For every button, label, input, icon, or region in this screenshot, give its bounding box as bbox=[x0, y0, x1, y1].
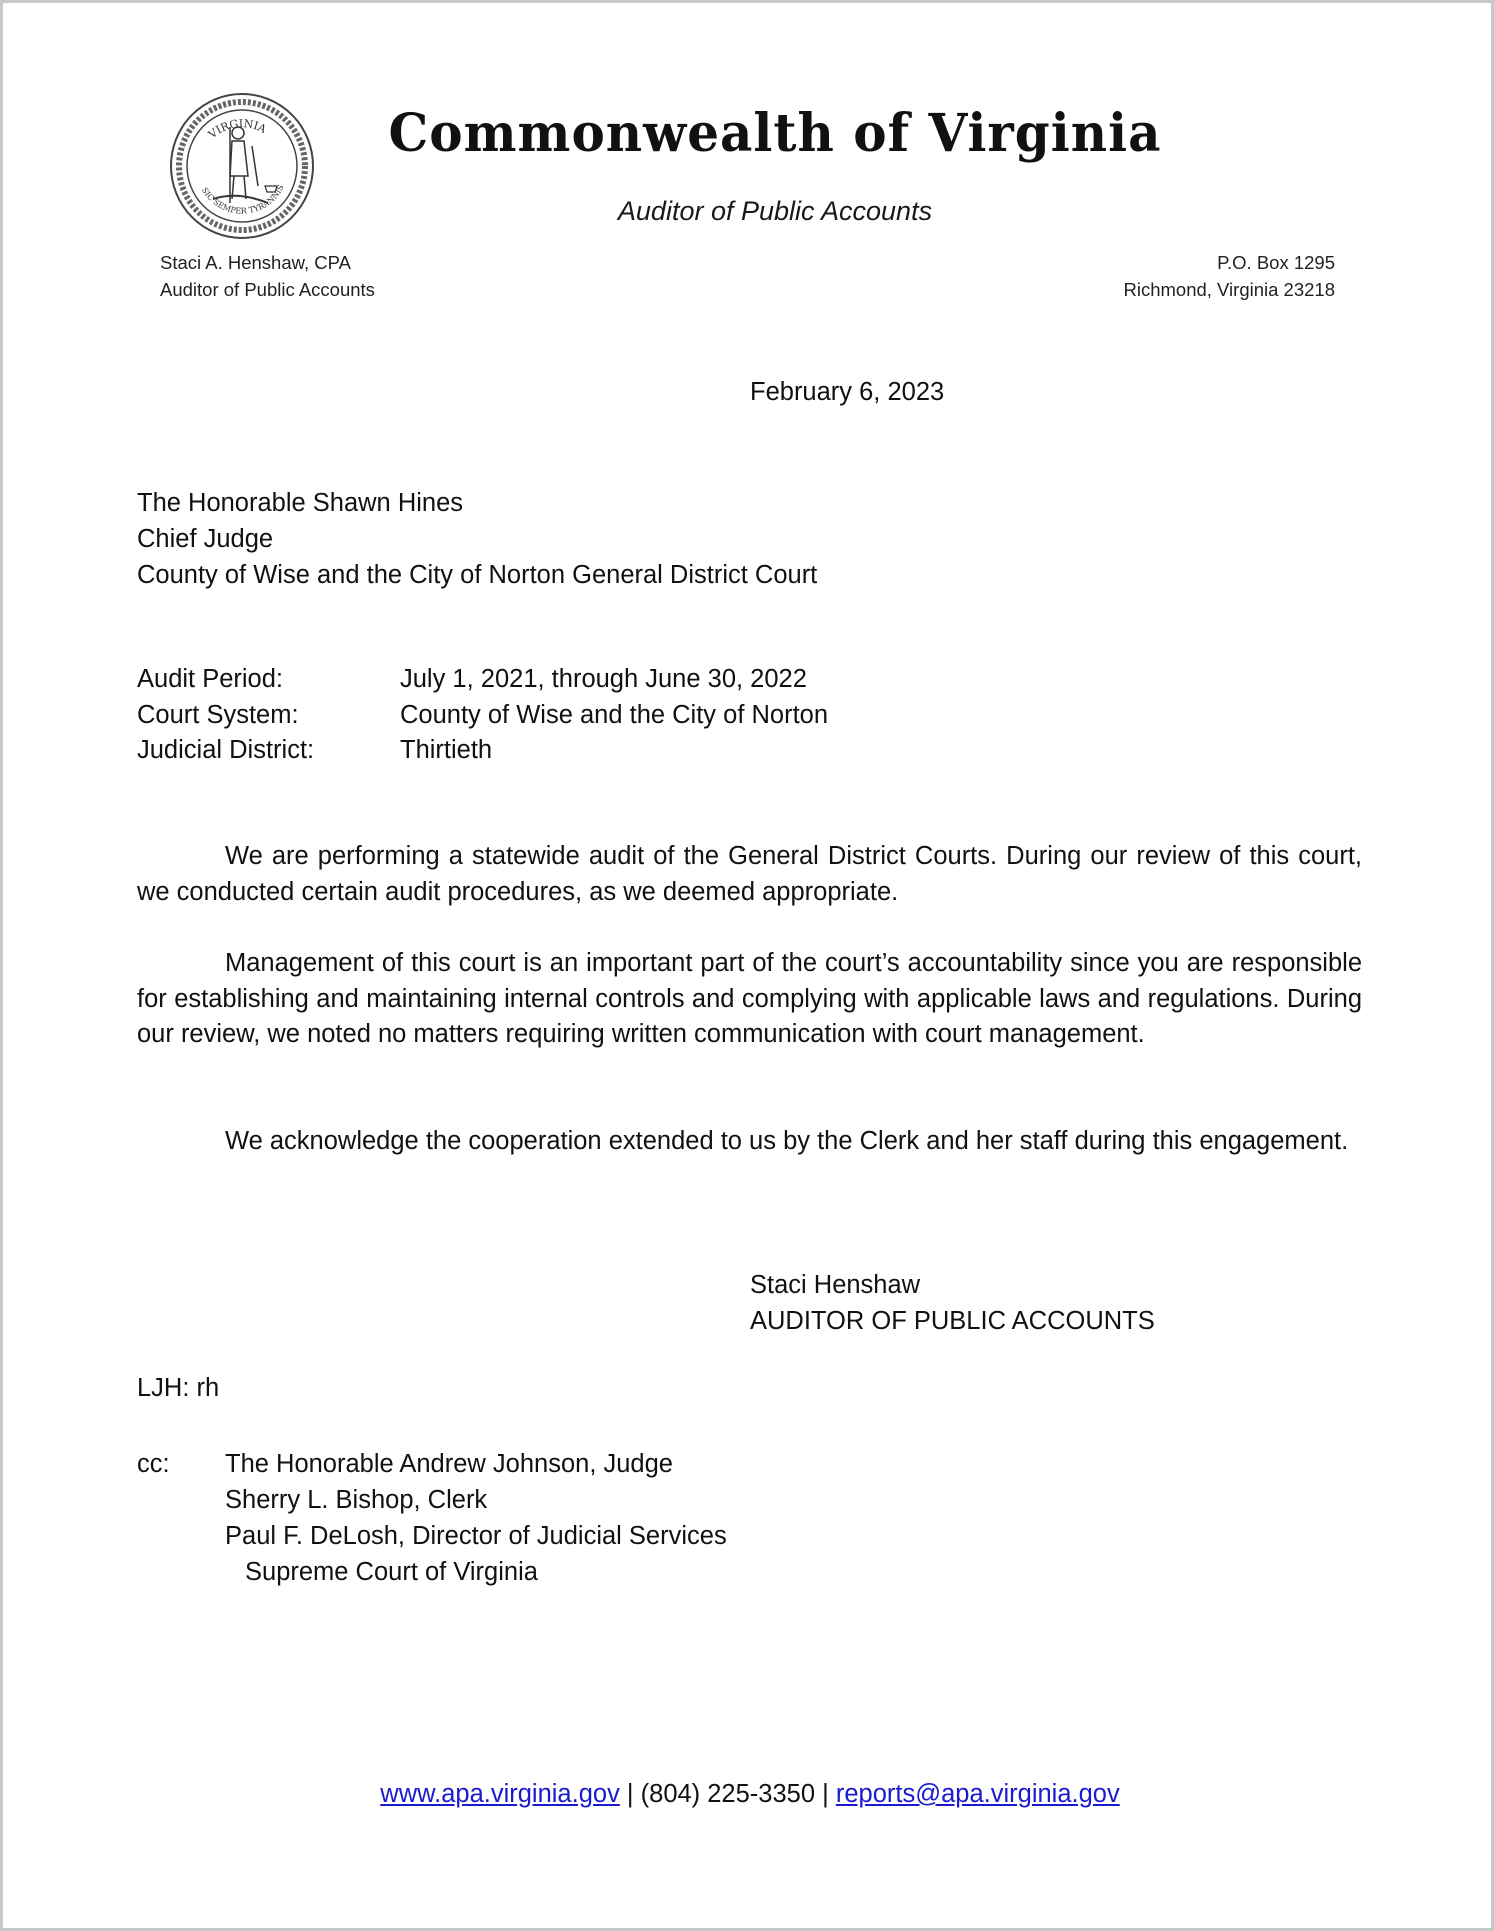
meta-label: Court System: bbox=[137, 700, 299, 729]
footer-contact bbox=[3, 1780, 1494, 1809]
reference-initials: LJH: rh bbox=[137, 1374, 220, 1402]
footer-separator: | bbox=[822, 1780, 829, 1808]
body-paragraph-3 bbox=[137, 1124, 1362, 1160]
cc-block bbox=[137, 1446, 727, 1590]
cc-row bbox=[137, 1446, 727, 1482]
cc-row bbox=[137, 1518, 727, 1554]
body-paragraph-2 bbox=[137, 946, 1362, 1053]
mailing-address-block bbox=[1123, 249, 1335, 303]
letterhead-title bbox=[3, 103, 1494, 162]
website-link[interactable]: www.apa.virginia.gov bbox=[380, 1780, 620, 1808]
meta-value: County of Wise and the City of Norton bbox=[400, 700, 829, 729]
email-link[interactable]: reports@apa.virginia.gov bbox=[835, 1780, 1120, 1808]
cc-recipient-org: Supreme Court of Virginia bbox=[245, 1558, 538, 1586]
auditor-name-block bbox=[160, 249, 375, 303]
auditor-title: Auditor of Public Accounts bbox=[160, 279, 375, 300]
phone-number: (804) 225-3350 bbox=[640, 1780, 816, 1808]
letterhead-subtitle bbox=[3, 196, 1494, 227]
signer-title: AUDITOR OF PUBLIC ACCOUNTS bbox=[750, 1307, 1155, 1335]
addressee-block bbox=[137, 485, 817, 593]
paragraph-text: Management of this court is an important part of the court’s accountability since you are responsible for establishing and maintaining internal controls and complying with applicable laws and regulations. During our review, we noted no matters requiring written communication with court management. bbox=[137, 949, 1362, 1048]
meta-row-court-system bbox=[137, 698, 828, 734]
cc-recipient: Paul F. DeLosh, Director of Judicial Services bbox=[225, 1522, 727, 1550]
footer-separator: | bbox=[626, 1780, 634, 1808]
letter-date: February 6, 2023 bbox=[750, 378, 945, 406]
paragraph-text: We are performing a statewide audit of the General District Courts. During our review of this court, we conducted certain audit procedures, as we deemed appropriate. bbox=[137, 842, 1362, 906]
cc-row bbox=[137, 1482, 727, 1518]
seal-text-bottom: SIC SEMPER TYRANNIS bbox=[199, 183, 286, 216]
body-paragraph-1 bbox=[137, 839, 1362, 910]
seal-text-top: VIRGINIA bbox=[206, 117, 269, 142]
signer-name: Staci Henshaw bbox=[750, 1271, 921, 1299]
meta-row-judicial-district bbox=[137, 733, 828, 769]
meta-label: Judicial District: bbox=[137, 736, 315, 764]
addressee-title: Chief Judge bbox=[137, 525, 274, 553]
cc-label: cc: bbox=[137, 1450, 170, 1478]
meta-row-audit-period bbox=[137, 662, 828, 698]
letterhead-title-text: Commonwealth of Virginia bbox=[388, 101, 1162, 164]
addressee-court: County of Wise and the City of Norton General District Court bbox=[137, 561, 818, 589]
signature-block bbox=[750, 1267, 1155, 1339]
cc-recipient: The Honorable Andrew Johnson, Judge bbox=[225, 1450, 673, 1478]
cc-row bbox=[137, 1554, 727, 1590]
addressee-name: The Honorable Shawn Hines bbox=[137, 489, 464, 517]
letterhead-subtitle-text: Auditor of Public Accounts bbox=[617, 196, 933, 226]
meta-value: July 1, 2021, through June 30, 2022 bbox=[400, 665, 807, 693]
po-box: P.O. Box 1295 bbox=[1217, 252, 1335, 273]
cc-recipient: Sherry L. Bishop, Clerk bbox=[225, 1486, 488, 1514]
audit-meta-block bbox=[137, 662, 828, 769]
meta-label: Audit Period: bbox=[137, 665, 284, 693]
city-state-zip: Richmond, Virginia 23218 bbox=[1123, 279, 1335, 300]
auditor-name: Staci A. Henshaw, CPA bbox=[160, 252, 351, 273]
paragraph-text: We acknowledge the cooperation extended to us by the Clerk and her staff during this engagement. bbox=[225, 1127, 1349, 1155]
meta-value: Thirtieth bbox=[400, 736, 493, 764]
